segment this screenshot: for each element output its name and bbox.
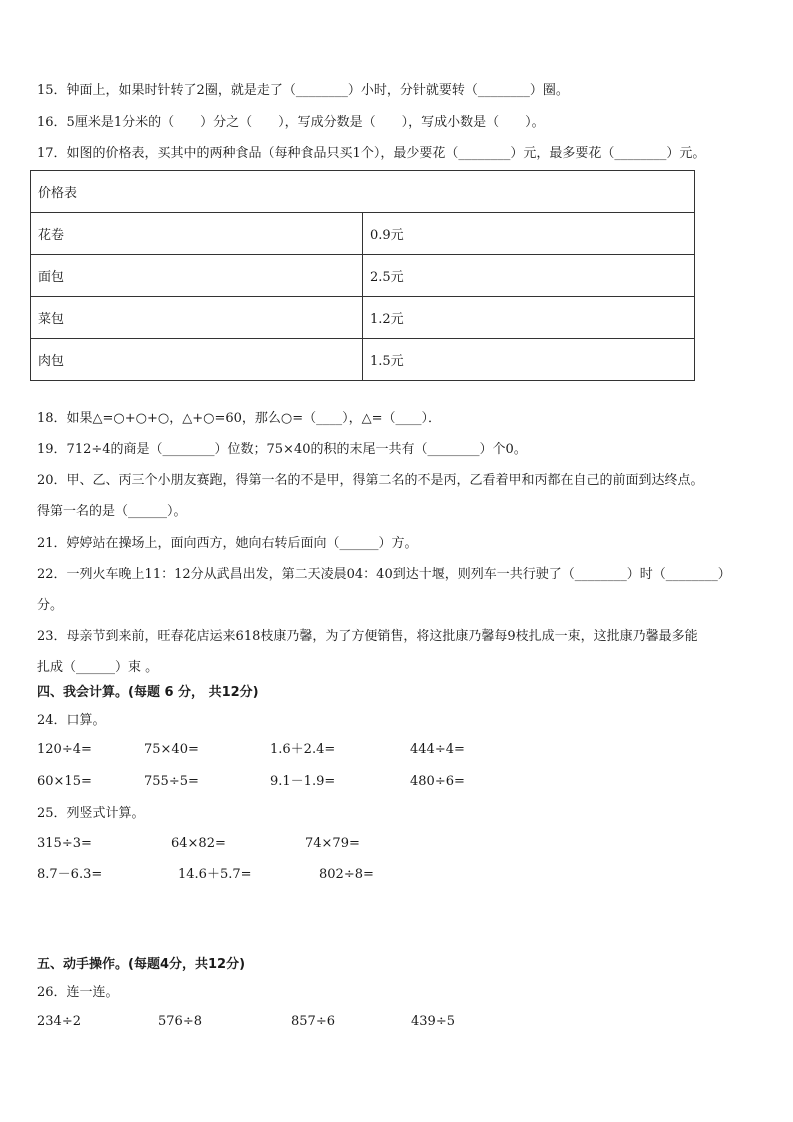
question-20-line2: 得第一名的是（______）。 [37, 504, 187, 519]
table-row [31, 339, 695, 381]
vertical-calc: 64×82= [171, 836, 226, 851]
price-item: 花卷 [31, 213, 363, 255]
match-item: 439÷5 [411, 1014, 455, 1029]
price-table-title: 价格表 [31, 171, 695, 213]
oral-calc: 9.1－1.9= [270, 774, 336, 789]
price-table [30, 170, 695, 381]
price-item: 菜包 [31, 297, 363, 339]
oral-calc: 60×15= [37, 774, 92, 789]
question-16: 16．5厘米是1分米的（ ）分之（ ），写成分数是（ ），写成小数是（ ）。 [37, 115, 545, 130]
question-20-line1: 20．甲、乙、丙三个小朋友赛跑，得第一名的不是甲，得第二名的不是丙，乙看着甲和丙都在自己的前面到达终点。 [37, 473, 704, 488]
price-item: 肉包 [31, 339, 363, 381]
question-22-line1: 22．一列火车晚上11：12分从武昌出发，第二天凌晨04：40到达十堰，则列车一共行驶了（________）时（________） [37, 567, 731, 582]
match-item: 857÷6 [291, 1014, 335, 1029]
table-row [31, 171, 695, 213]
question-22-line2: 分。 [37, 598, 64, 613]
vertical-calc: 8.7－6.3= [37, 867, 103, 882]
price-value: 1.2元 [363, 297, 695, 339]
table-row [31, 213, 695, 255]
price-value: 1.5元 [363, 339, 695, 381]
question-24: 24．口算。 [37, 713, 106, 728]
oral-calc: 444÷4= [410, 742, 465, 757]
oral-calc: 120÷4= [37, 742, 92, 757]
price-value: 2.5元 [363, 255, 695, 297]
question-21: 21．婷婷站在操场上，面向西方，她向右转后面向（______）方。 [37, 536, 418, 551]
question-26: 26．连一连。 [37, 985, 119, 1000]
match-item: 576÷8 [158, 1014, 202, 1029]
oral-calc: 480÷6= [410, 774, 465, 789]
oral-calc: 1.6＋2.4= [270, 742, 336, 757]
question-23-line1: 23．母亲节到来前，旺春花店运来618枝康乃馨，为了方便销售，将这批康乃馨每9枝扎成一束，这批康乃馨最多能 [37, 629, 698, 644]
match-item: 234÷2 [37, 1014, 81, 1029]
price-value: 0.9元 [363, 213, 695, 255]
section-5-heading: 五、动手操作。(每题4分，共12分) [37, 957, 246, 972]
vertical-calc: 802÷8= [319, 867, 374, 882]
vertical-calc: 315÷3= [37, 836, 92, 851]
price-item: 面包 [31, 255, 363, 297]
oral-calc: 755÷5= [144, 774, 199, 789]
question-17: 17．如图的价格表，买其中的两种食品（每种食品只买1个），最少要花（________）元，最多要花（________）元。 [37, 146, 706, 161]
vertical-calc: 14.6＋5.7= [178, 867, 252, 882]
question-15: 15．钟面上，如果时针转了2圈，就是走了（________）小时，分针就要转（________）圈。 [37, 83, 569, 98]
question-19: 19．712÷4的商是（________）位数；75×40的积的末尾一共有（________）个0。 [37, 442, 527, 457]
section-4-heading: 四、我会计算。(每题 6 分， 共12分) [37, 685, 259, 700]
table-row [31, 255, 695, 297]
oral-calc: 75×40= [144, 742, 199, 757]
table-row [31, 297, 695, 339]
question-23-line2: 扎成（______）束 。 [37, 660, 159, 675]
question-18: 18．如果△=○+○+○，△+○=60，那么○=（____），△=（____）． [37, 411, 442, 426]
question-25: 25．列竖式计算。 [37, 806, 145, 821]
vertical-calc: 74×79= [305, 836, 360, 851]
